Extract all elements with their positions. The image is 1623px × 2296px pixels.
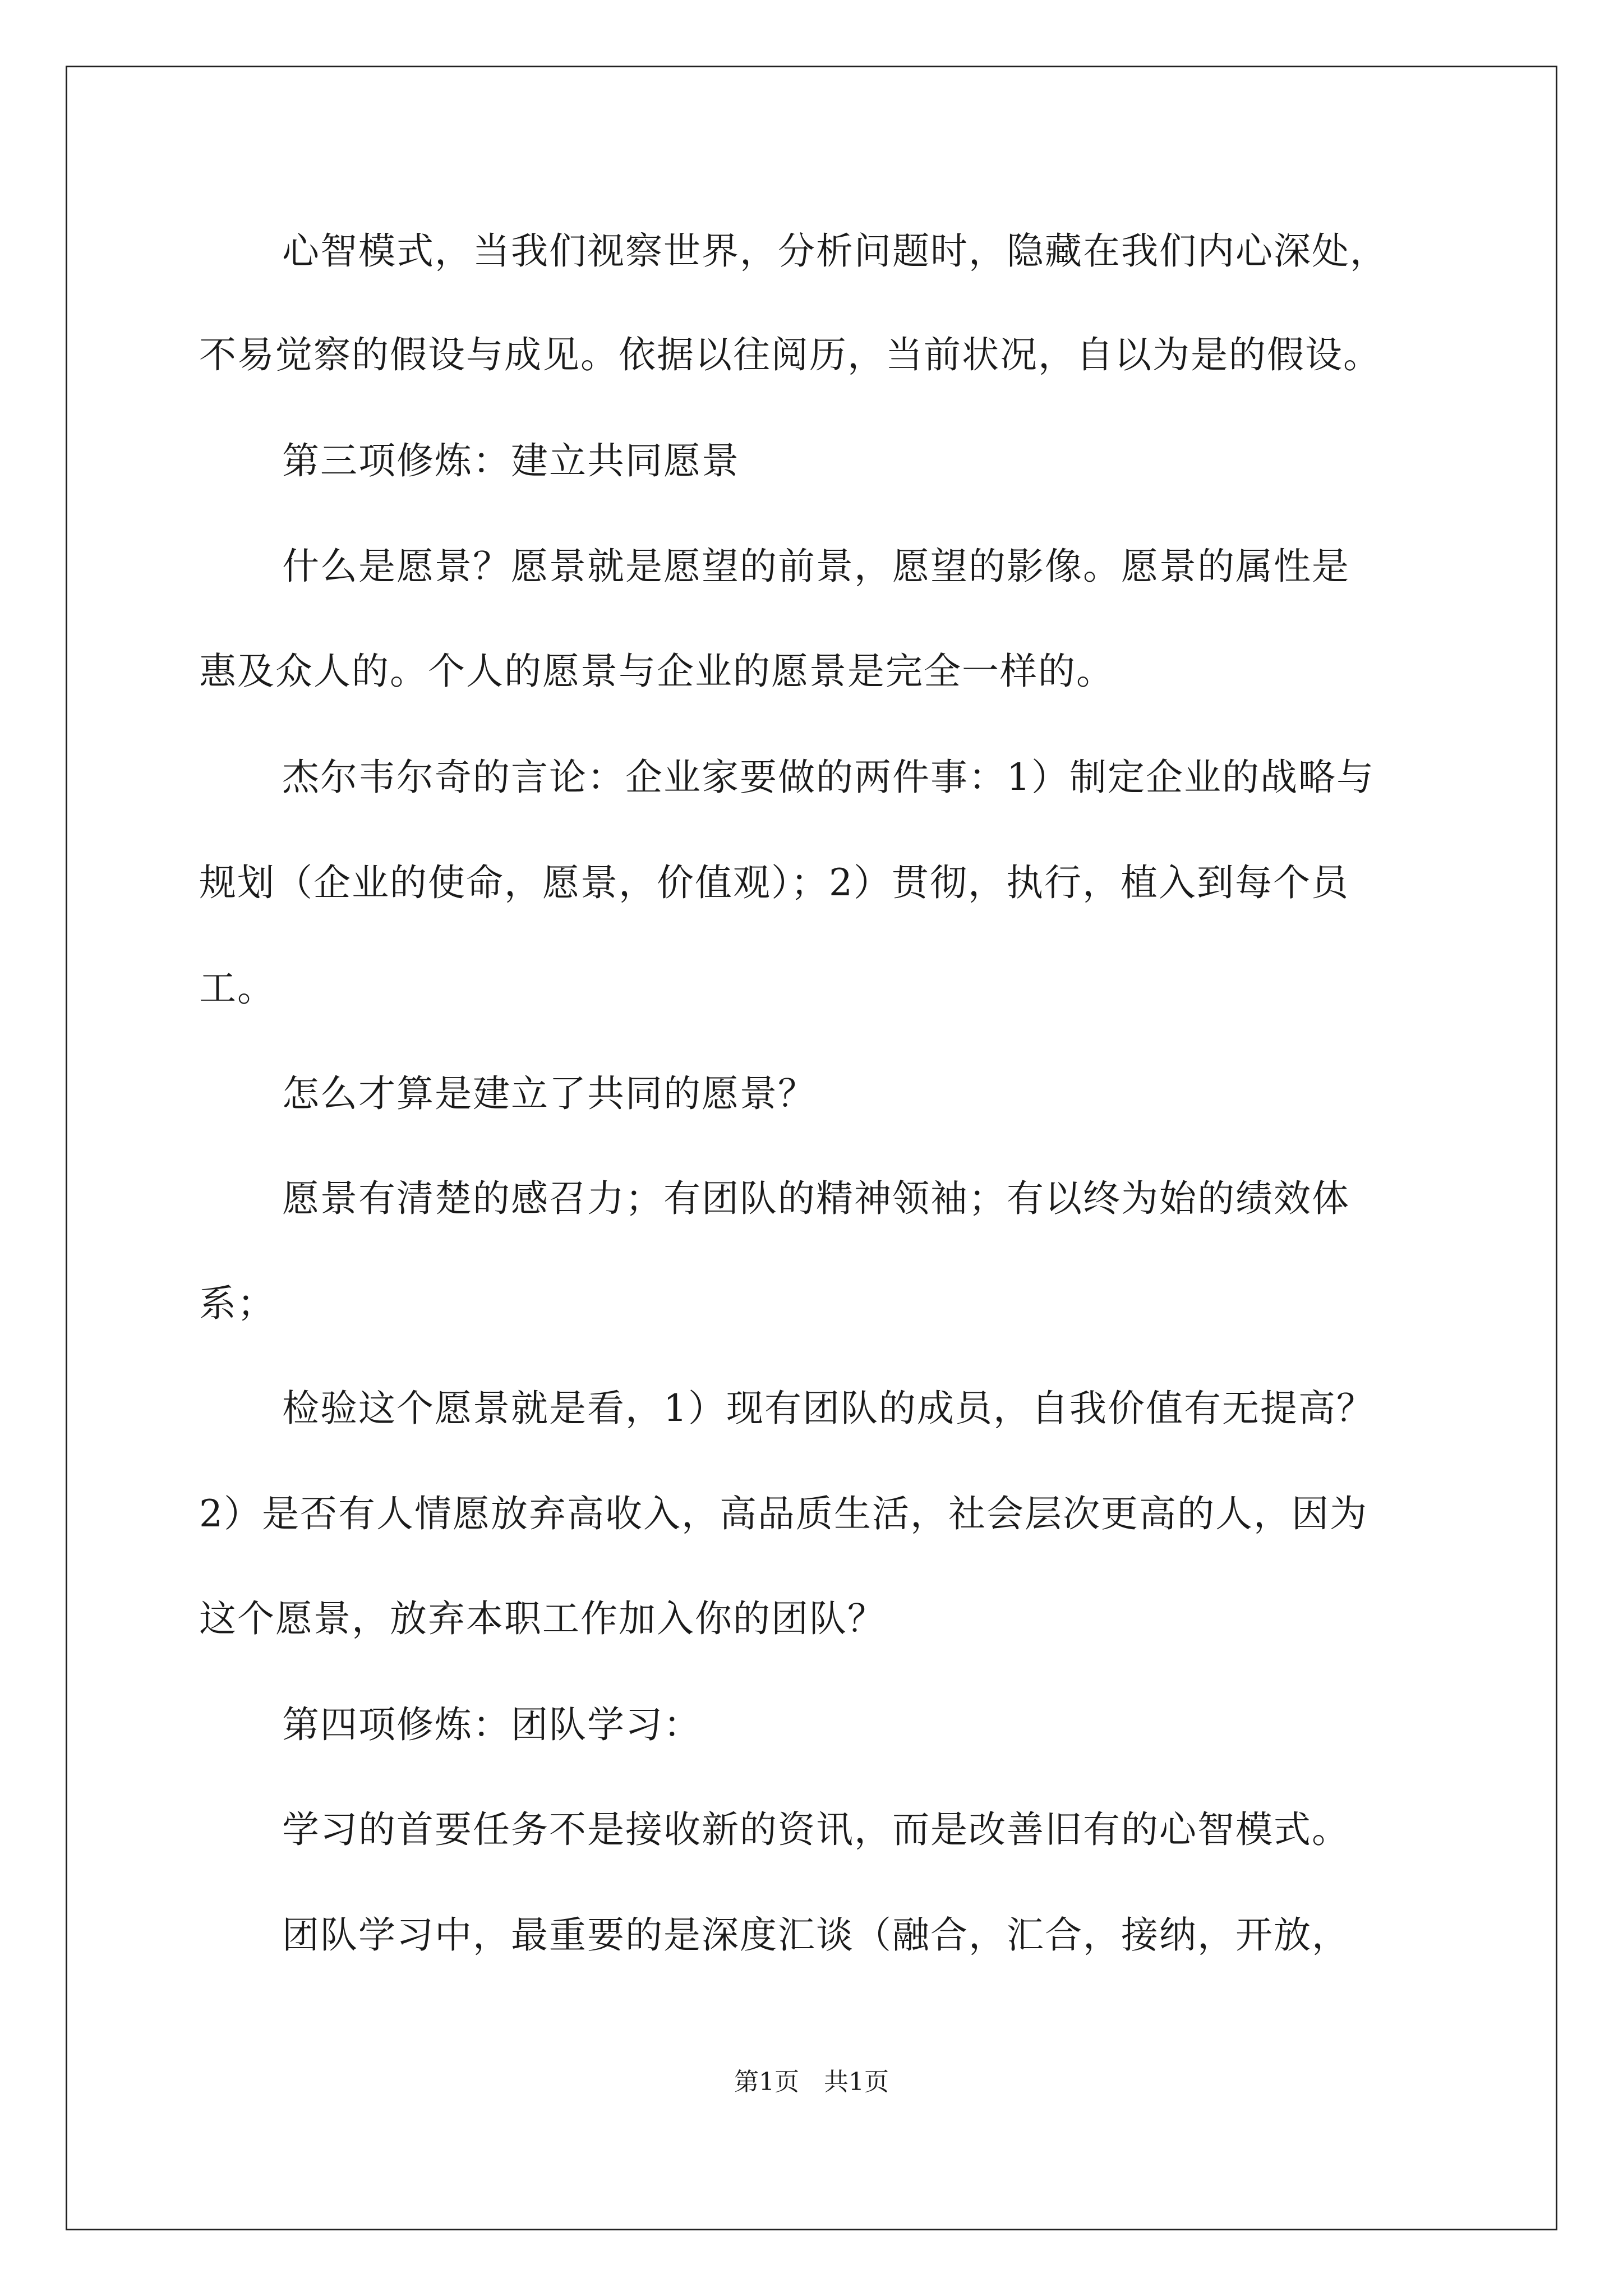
paragraph-line: 什么是愿景？愿景就是愿望的前景，愿望的影像。愿景的属性是: [282, 545, 1350, 588]
paragraph-line: 惠及众人的。个人的愿景与企业的愿景是完全一样的。: [199, 650, 1114, 693]
page-number-footer: 第1页 共1页: [734, 2068, 889, 2096]
paragraph-line: 这个愿景，放弃本职工作加入你的团队？: [199, 1597, 886, 1640]
paragraph-line: 怎么才算是建立了共同的愿景？: [282, 1072, 816, 1115]
paragraph-line: 不易觉察的假设与成见。依据以往阅历，当前状况，自以为是的假设。: [199, 333, 1381, 376]
paragraph-line: 杰尔韦尔奇的言论：企业家要做的两件事：1）制定企业的战略与: [282, 756, 1375, 799]
paragraph-line: 检验这个愿景就是看，1）现有团队的成员，自我价值有无提高？: [282, 1387, 1375, 1430]
paragraph-line: 工。: [199, 967, 275, 1010]
paragraph-line: 2）是否有人情愿放弃高收入，高品质生活，社会层次更高的人，因为: [199, 1492, 1368, 1535]
paragraph-line: 团队学习中，最重要的是深度汇谈（融合，汇合，接纳，开放，: [282, 1913, 1350, 1957]
paragraph-line: 愿景有清楚的感召力；有团队的精神领袖；有以终为始的绩效体: [282, 1177, 1350, 1220]
page-border: [66, 66, 1557, 2230]
paragraph-line: 学习的首要任务不是接收新的资讯，而是改善旧有的心智模式。: [282, 1808, 1350, 1851]
section-heading: 第三项修炼：建立共同愿景: [282, 439, 740, 482]
paragraph-line: 系；: [199, 1282, 275, 1325]
paragraph-line: 规划（企业的使命，愿景，价值观）；2）贯彻，执行，植入到每个员: [199, 861, 1349, 904]
paragraph-line: 心智模式，当我们视察世界，分析问题时，隐藏在我们内心深处，: [282, 229, 1388, 273]
section-heading: 第四项修炼：团队学习：: [282, 1703, 702, 1746]
